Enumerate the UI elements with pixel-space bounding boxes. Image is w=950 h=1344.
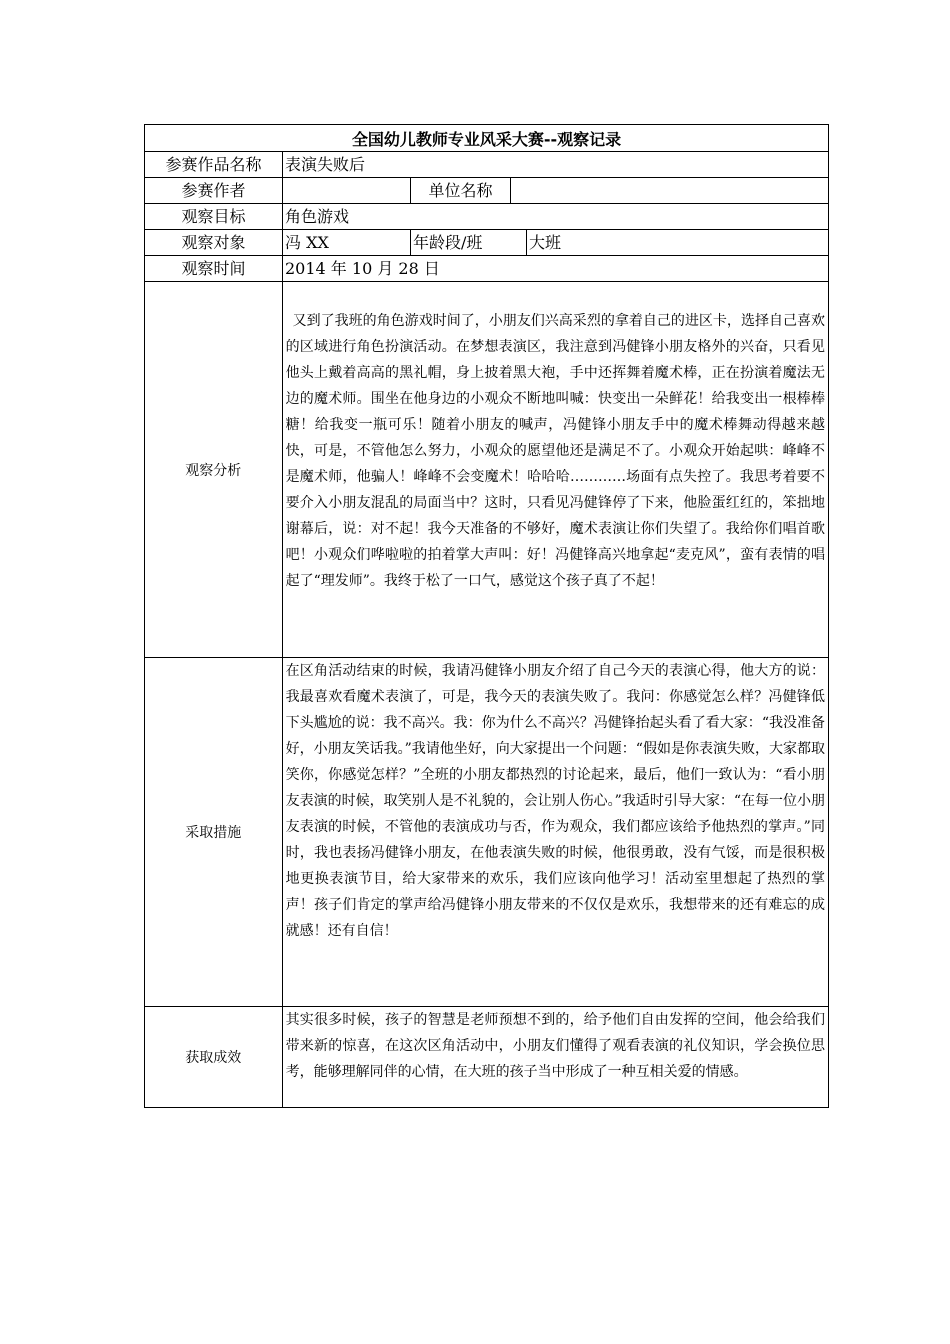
result-text: 其实很多时候，孩子的智慧是老师预想不到的，给予他们自由发挥的空间，他会给我们带来新的惊喜，在这次区角活动中，小朋友们懂得了观看表演的礼仪知识，学会换位思考，能够理解同伴的心情，在大班的孩子当中形成了一种互相关爱的情感。 — [282, 1007, 828, 1107]
analysis-label: 观察分析 — [185, 462, 242, 479]
goal-label: 观察目标 — [181, 207, 246, 226]
measures-row — [145, 657, 828, 1006]
work-name-row — [145, 151, 828, 177]
measures-label: 采取措施 — [185, 825, 242, 841]
class-value: 大班 — [526, 230, 828, 255]
time-row — [145, 255, 828, 281]
work-name-value: 表演失败后 — [282, 152, 828, 177]
form-title-row — [145, 125, 828, 151]
author-label: 参赛作者 — [181, 181, 246, 200]
author-row — [145, 177, 828, 203]
subject-label: 观察对象 — [181, 233, 246, 252]
form-title: 全国幼儿教师专业风采大赛--观察记录 — [351, 129, 622, 149]
goal-row — [145, 203, 828, 229]
result-label: 获取成效 — [185, 1050, 242, 1066]
analysis-row — [145, 281, 828, 657]
time-label: 观察时间 — [181, 259, 246, 278]
author-value — [282, 178, 410, 203]
class-label: 年龄段/班 — [410, 230, 526, 255]
unit-value — [510, 178, 828, 203]
work-name-label: 参赛作品名称 — [165, 155, 262, 174]
time-value: 2014 年 10 月 28 日 — [282, 256, 828, 281]
observation-record-form — [144, 124, 829, 1108]
result-row — [145, 1006, 828, 1107]
goal-value: 角色游戏 — [282, 204, 828, 229]
analysis-text: 又到了我班的角色游戏时间了，小朋友们兴高采烈的拿着自己的进区卡，选择自己喜欢的区域进行角色扮演活动。在梦想表演区，我注意到冯健锋小朋友格外的兴奋，只看见他头上戴着高高的黑礼帽，身上披着黑大袍，手中还挥舞着魔术棒，正在扮演着魔法无边的魔术师。围坐在他身边的小观众不断地叫喊：快变出一朵鲜花！给我变出一根棒棒糖！给我变一瓶可乐！随着小朋友的喊声，冯健锋小朋友手中的魔术棒舞动得越来越快，可是，不管他怎么努力，小观众的愿望他还是满足不了。小观众开始起哄：峰峰不是魔术师，他骗人！峰峰不会变魔术！哈哈哈…………场面有点失控了。我思考着要不要介入小朋友混乱的局面当中？这时，只看见冯健锋停了下来，他脸蛋红红的，笨拙地谢幕后，说：对不起！我今天准备的不够好，魔术表演让你们失望了。我给你们唱首歌吧！小观众们哗啦啦的拍着掌大声叫：好！冯健锋高兴地拿起“麦克风”，蛮有表情的唱起了“理发师”。我终于松了一口气，感觉这个孩子真了不起！ — [282, 282, 828, 657]
unit-label: 单位名称 — [410, 178, 510, 203]
measures-text: 在区角活动结束的时候，我请冯健锋小朋友介绍了自己今天的表演心得，他大方的说：我最喜欢看魔术表演了，可是，我今天的表演失败了。我问：你感觉怎么样？冯健锋低下头尴尬的说：我不高兴。我：你为什么不高兴？冯健锋抬起头看了看大家：“我没准备好，小朋友笑话我。”我请他坐好，向大家提出一个问题：“假如是你表演失败，大家都取笑你，你感觉怎样？”全班的小朋友都热烈的讨论起来，最后，他们一致认为：“看小朋友表演的时候，取笑别人是不礼貌的，会让别人伤心。”我适时引导大家：“在每一位小朋友表演的时候，不管他的表演成功与否，作为观众，我们都应该给予他热烈的掌声。”同时，我也表扬冯健锋小朋友，在他表演失败的时候，他很勇敢，没有气馁，而是很积极地更换表演节目，给大家带来的欢乐，我们应该向他学习！活动室里想起了热烈的掌声！孩子们肯定的掌声给冯健锋小朋友带来的不仅仅是欢乐，我想带来的还有难忘的成就感！还有自信！ — [282, 658, 828, 1006]
subject-value: 冯 XX — [282, 230, 410, 255]
subject-row — [145, 229, 828, 255]
